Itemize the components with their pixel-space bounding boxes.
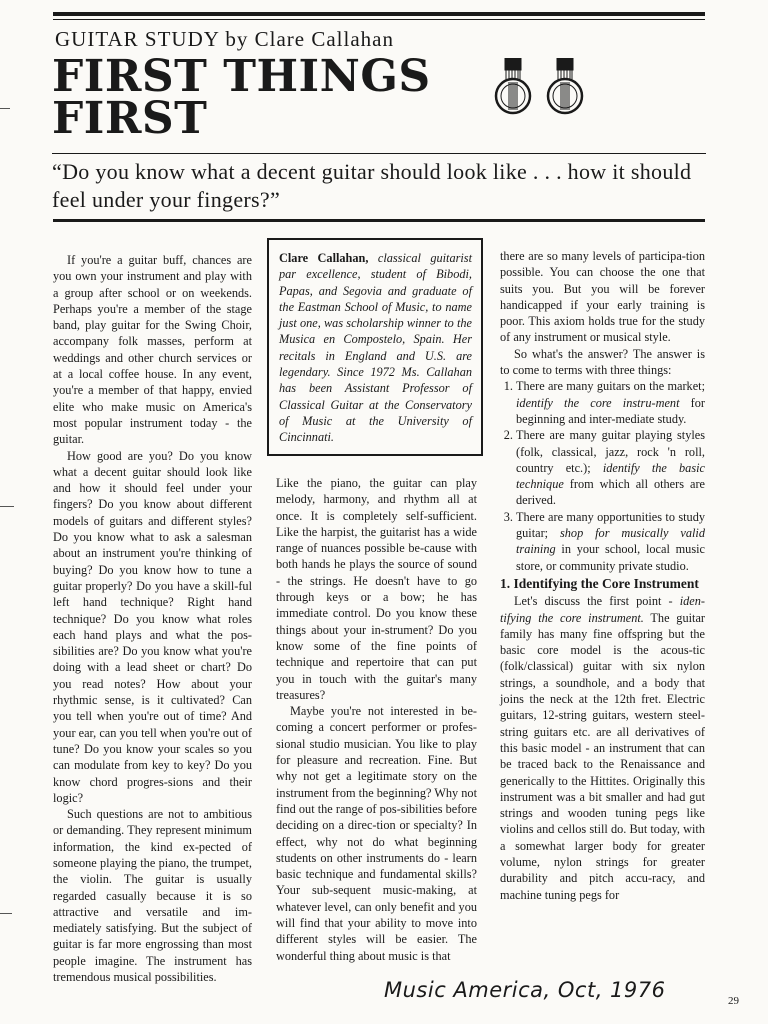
title-line-2: FIRST — [52, 93, 208, 144]
list-item: 1. There are many guitars on the market; identify the core instru-ment for beginning and inter-mediate study. — [516, 378, 705, 427]
col3-paragraph: there are so many levels of participa-tion possible. You can choose the one that suits you. But you will be forever handicapped if your early training is poor. This axiom holds true for the study of any instrument or musical style. — [500, 249, 705, 345]
section-heading: 1. Identifying the Core Instrument — [500, 575, 699, 591]
article-title — [52, 51, 431, 144]
col2-paragraph: Maybe you're not interested in be-coming a concert performer or profes-sional studio musician. You like to play for pleasure and recreation. Fine. But why not get a legitimate story on the instrument from the beginning? Why not find out the range of pos-sibilities before deciding on a direc-tion or specialty? In effect, why not do what beginning students on other instruments do - learn basic technique and fundamental skills? Your sub-sequent music-making, at whatever level, can only benefit and you will find that your ability to move into different styles will be easier. The wonderful thing about music is that — [276, 704, 477, 963]
title-line-1: FIRST THINGS — [52, 51, 431, 102]
column-2 — [276, 475, 477, 964]
three-things-list — [500, 378, 705, 574]
col2-paragraph: Like the piano, the guitar can play melody, harmony, and rhythm all at once. It is completely self-sufficient. Like the harpist, the guitarist has a wide range of nuances possible be-cause with both hands he plays the source of sound - the strings. He doesn't have to go through keys or a bow; he has immediate control. Do you know these things about your in-strument? Do you know some of the fine points of technique and repertoire that can put you in touch with the guitar's many treasures? — [276, 476, 477, 702]
deck-quote: “Do you know what a decent guitar should look like . . . how it should feel under your fingers?” — [52, 159, 692, 212]
top-rule-thin — [53, 19, 705, 20]
top-rule-thick — [53, 12, 705, 16]
author-bio-box — [267, 238, 483, 456]
deck-bottom-rule — [53, 219, 705, 222]
column-1 — [53, 252, 252, 985]
margin-mark — [0, 506, 14, 507]
series-heading: GUITAR STUDY by Clare Callahan — [55, 27, 394, 51]
guitar-icon — [493, 58, 593, 118]
bio-name: Clare Callahan, — [279, 251, 369, 265]
col1-paragraph: If you're a guitar buff, chances are you own your instrument and play with a group after school or on weekends. Perhaps you're a member of the stage band, play guitar for the Swing Choir, accompany folk masses, perform at weddings and other church services or at a local coffee house. In any event, you're a member of that happy, envied elite who make music on America's most popular instrument today - the guitar. — [53, 253, 252, 447]
col1-paragraph: How good are you? Do you know what a decent guitar should look like and how it should feel under your fingers? Do you know about different models of guitars and different styles? Do you know what to ask a salesman about an instrument you're thinking of buying? Do you know how to tune a guitar properly? Do you have a skill-ful left hand technique? Right hand technique? Do you know what roles each hand plays and what the pos-sibilities are? Do you know what you're doing with a lead sheet or chart? Do you read notes? How about your rhythmic sense, is it cultivated? Can you tell when you're out of time? And your ear, can you tell when you're out of tune? Do you know your scales so you can modulate from key to key? Do you know chord progres-sions and their logic? — [53, 448, 252, 805]
list-item: 3. There are many opportunities to study guitar; shop for musically valid training in your school, local music store, or community private studio. — [516, 509, 705, 574]
guitar-icons — [493, 58, 593, 123]
column-3 — [500, 248, 705, 903]
list-item: 2. There are many guitar playing styles (folk, classical, jazz, rock 'n roll, country etc.); identify the basic technique from which all others are derived. — [516, 427, 705, 508]
margin-mark — [0, 913, 12, 914]
handwritten-source-note: Music America, Oct, 1976 — [384, 978, 666, 1002]
page-number: 29 — [728, 995, 739, 1007]
col3-paragraph: Let's discuss the first point - iden-tifying the core instrument. The guitar family has many fine offspring but the basic core model is the acous-tic (folk/classical) guitar with six nylon strings, a soundhole, and a body that joins the neck at the 12th fret. Electric guitars, 12-string guitars, western steel-string guitars etc. are all derivatives of this basic model - an instrument that can be traced back to the Renaissance and generically to the Hittites. Originally this instrument was a bit smaller and had gut strings and wooden tuning pegs like violins and cellos still do. But today, with a somewhat larger body for greater volume, nylon strings for greater durability and pitch accu-racy, and machine tuning pegs for — [500, 594, 705, 902]
col3-paragraph: So what's the answer? The answer is to come to terms with three things: — [500, 346, 705, 378]
bio-text: classical guitarist par excellence, student of Bibodi, Papas, and Segovia and graduate of the Eastman School of Music, to name just one, was scholarship winner to the Musica en Compostelo, Spain. Her recitals in England and U.S. are legendary. Since 1972 Ms. Callahan has been Assistant Professor of Classical Guitar at the Conservatory of Music at the University of Cincinnati. — [279, 251, 472, 445]
margin-mark — [0, 108, 10, 109]
deck-top-rule — [52, 153, 706, 154]
col1-paragraph: Such questions are not to ambitious or demanding. They represent minimum information, the kind ex-pected of someone playing the piano, the trumpet, the violin. The guitar is usually regarded casually because it is so attractive and versatile and im-mediately satisfying. But the subject of guitar is far more engrossing than most people imagine. The instrument has tremendous musical possibilities. — [53, 807, 252, 985]
